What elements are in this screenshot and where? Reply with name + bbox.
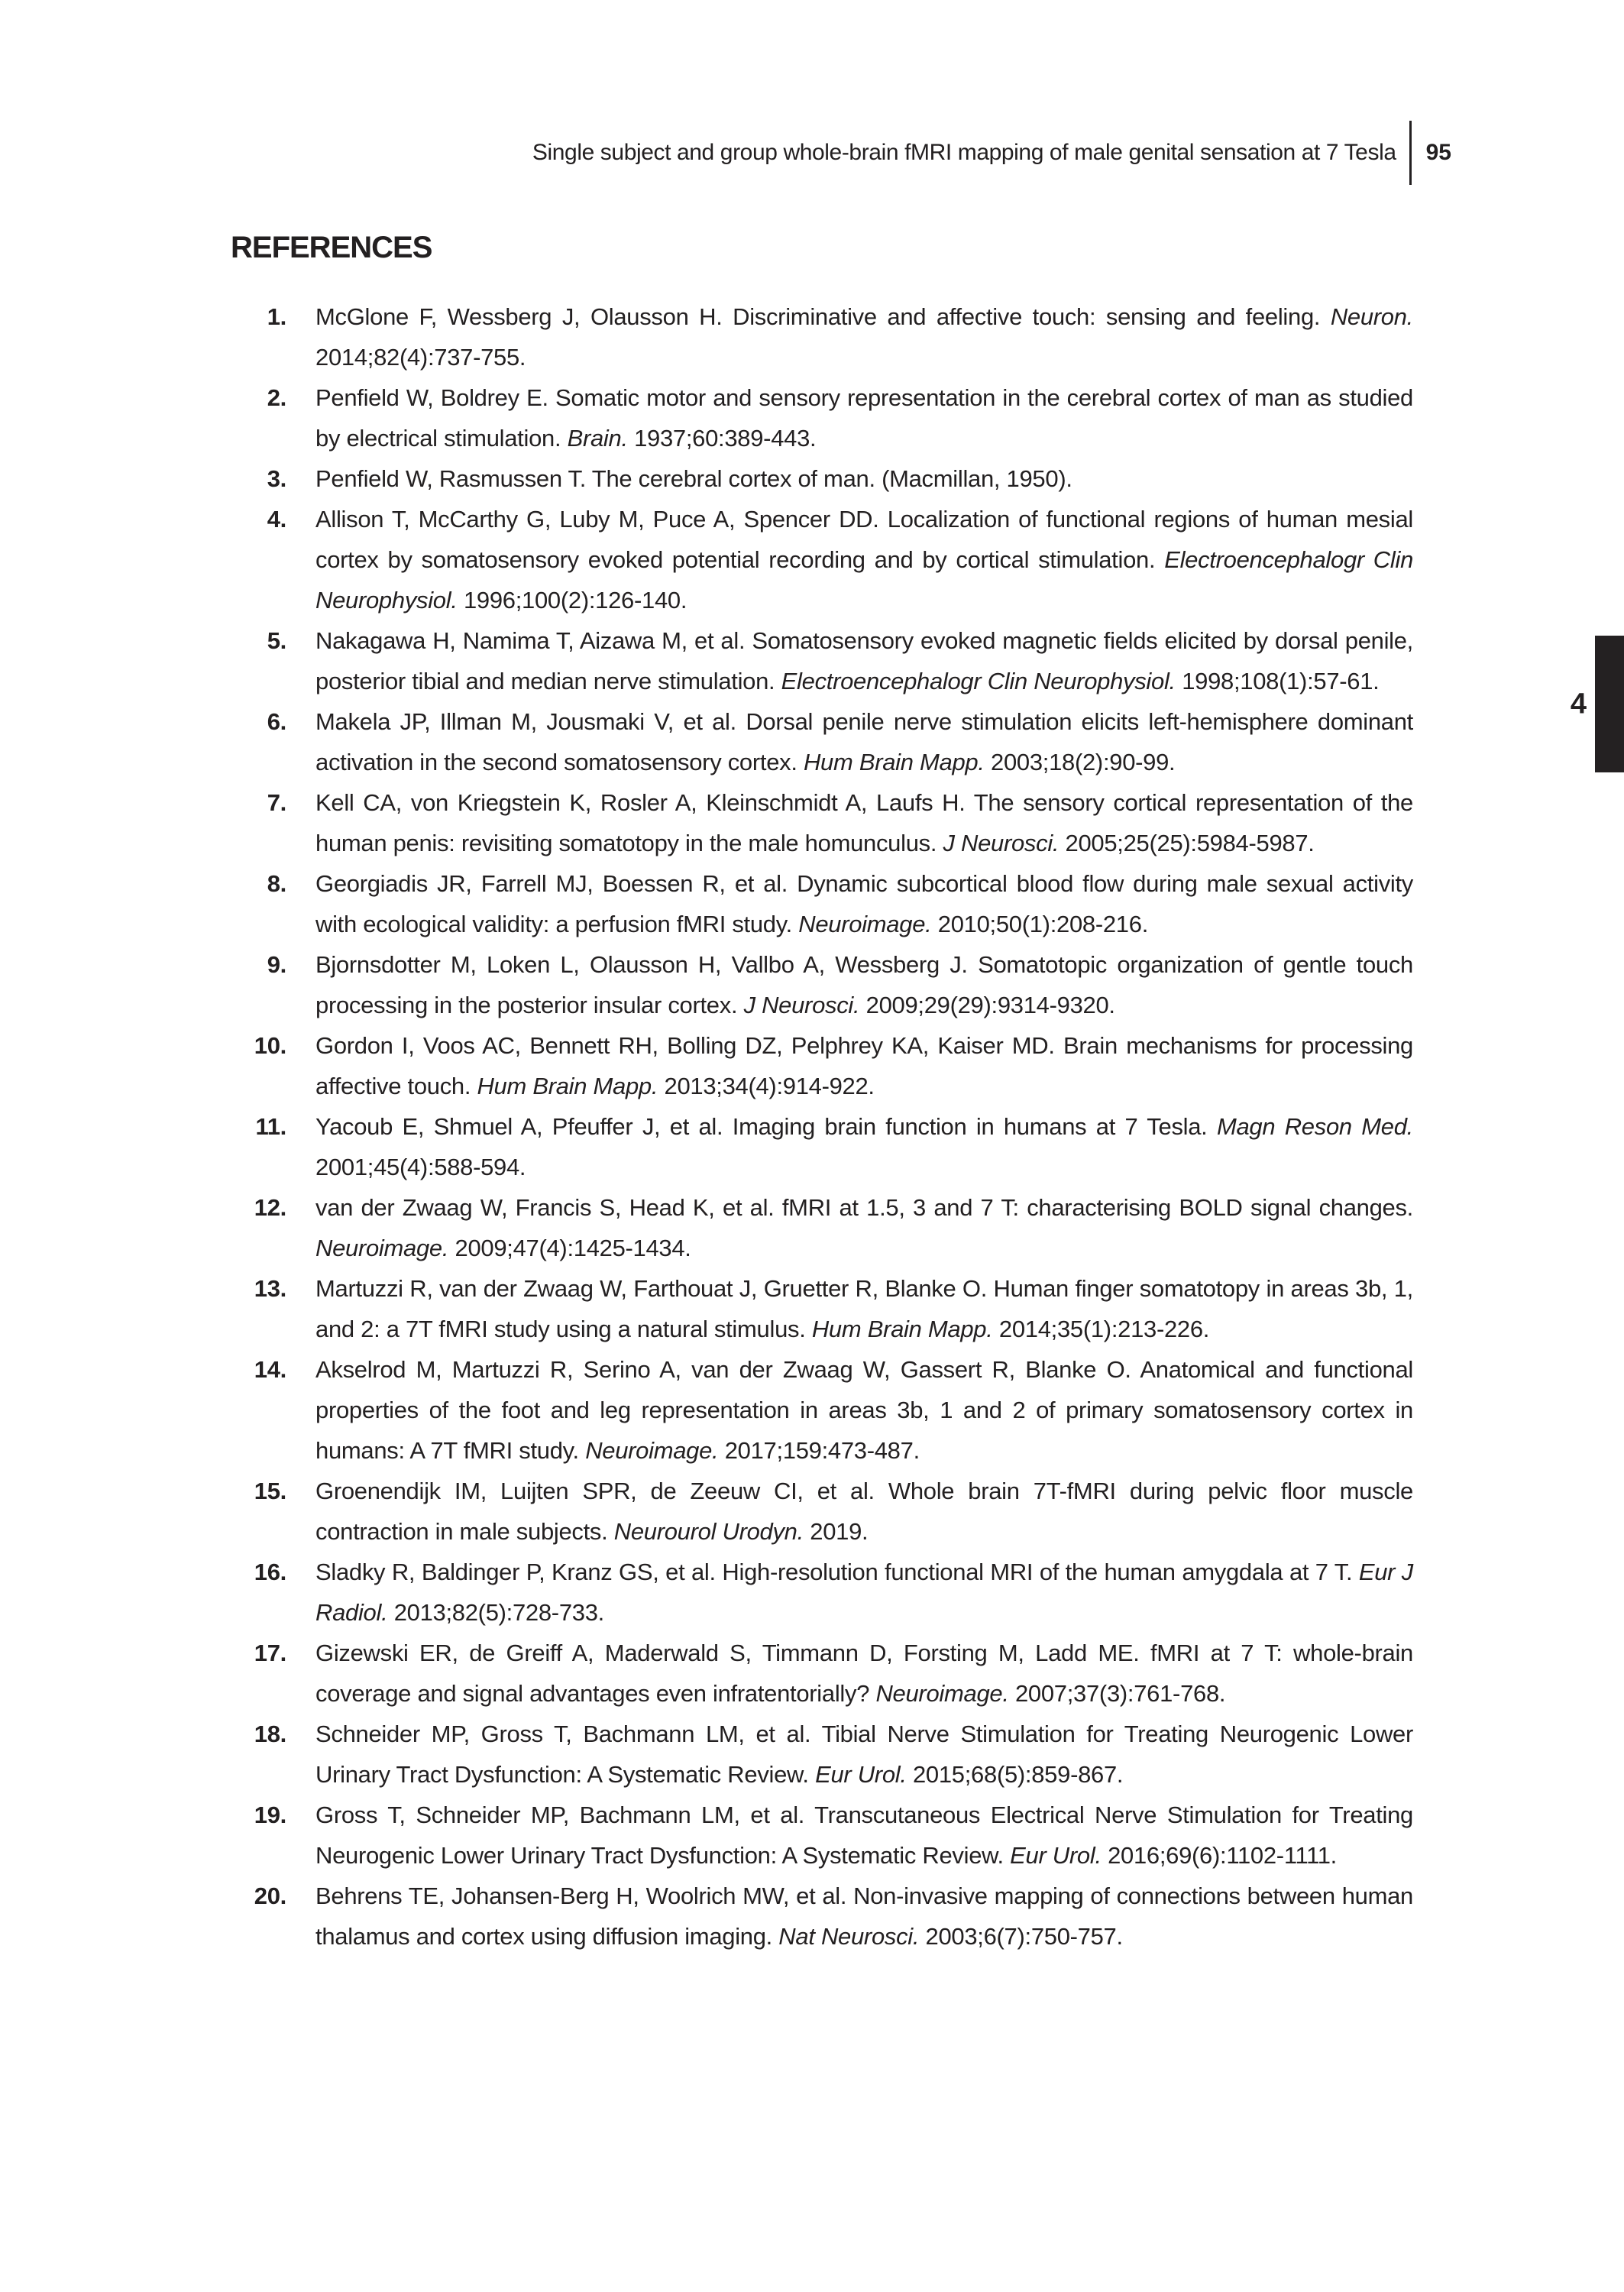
reference-item <box>231 296 1413 377</box>
page-number: 95 <box>1425 140 1451 165</box>
reference-text: Martuzzi R, van der Zwaag W, Farthouat J, Gruetter R, Blanke O. Human finger somatotopy in areas 3b, 1, and 2: a 7T fMRI study using a natural stimulus. Hum Brain Mapp. 2014;35(1):213-226. <box>315 1275 1413 1342</box>
reference-number: 1. <box>267 303 286 330</box>
header-divider-line <box>1409 121 1412 185</box>
reference-text: Behrens TE, Johansen-Berg H, Woolrich MW, et al. Non-invasive mapping of connections between human thalamus and cortex using diffusion imaging. Nat Neurosci. 2003;6(7):750-757. <box>315 1882 1413 1950</box>
reference-text: Kell CA, von Kriegstein K, Rosler A, Kleinschmidt A, Laufs H. The sensory cortical representation of the human penis: revisiting somatotopy in the male homunculus. J Neurosci. 2005;25(25):5984-5987. <box>315 789 1413 856</box>
reference-item <box>231 1795 1413 1876</box>
reference-number: 4. <box>267 506 286 533</box>
reference-item <box>231 499 1413 620</box>
reference-number: 5. <box>267 627 286 654</box>
reference-text: Penfield W, Boldrey E. Somatic motor and sensory representation in the cerebral cortex of man as studied by electrical stimulation. Brain. 1937;60:389-443. <box>315 384 1413 452</box>
reference-item <box>231 377 1413 458</box>
reference-number: 20. <box>254 1882 286 1909</box>
reference-text: Gizewski ER, de Greiff A, Maderwald S, Timmann D, Forsting M, Ladd ME. fMRI at 7 T: whole-brain coverage and signal advantages even infratentorially? Neuroimage. 2007;37(3):761-768. <box>315 1640 1413 1707</box>
section-title: REFERENCES <box>231 231 432 264</box>
reference-number: 9. <box>267 951 286 978</box>
reference-item <box>231 458 1413 499</box>
reference-number: 7. <box>267 789 286 816</box>
reference-item <box>231 1633 1413 1714</box>
reference-item <box>231 1471 1413 1552</box>
reference-item <box>231 1025 1413 1106</box>
reference-item <box>231 1349 1413 1471</box>
reference-text: Sladky R, Baldinger P, Kranz GS, et al. High-resolution functional MRI of the human amygdala at 7 T. Eur J Radiol. 2013;82(5):728-733. <box>315 1559 1413 1626</box>
running-header <box>0 121 1451 185</box>
reference-text: Yacoub E, Shmuel A, Pfeuffer J, et al. Imaging brain function in humans at 7 Tesla. Magn Reson Med. 2001;45(4):588-594. <box>315 1113 1413 1180</box>
reference-number: 11. <box>255 1113 286 1140</box>
reference-item <box>231 782 1413 863</box>
running-title: Single subject and group whole-brain fMRI mapping of male genital sensation at 7 Tesla <box>532 140 1396 165</box>
reference-text: Nakagawa H, Namima T, Aizawa M, et al. Somatosensory evoked magnetic fields elicited by dorsal penile, posterior tibial and median nerve stimulation. Electroencephalogr Clin Neurophysiol. 1998;108(1):57-61. <box>315 627 1413 694</box>
reference-number: 17. <box>254 1640 286 1666</box>
reference-number: 10. <box>254 1032 286 1059</box>
reference-number: 6. <box>267 708 286 735</box>
reference-text: Makela JP, Illman M, Jousmaki V, et al. Dorsal penile nerve stimulation elicits left-hemisphere dominant activation in the second somatosensory cortex. Hum Brain Mapp. 2003;18(2):90-99. <box>315 708 1413 775</box>
reference-item <box>231 1106 1413 1187</box>
reference-text: van der Zwaag W, Francis S, Head K, et al. fMRI at 1.5, 3 and 7 T: characterising BOLD signal changes. Neuroimage. 2009;47(4):1425-1434. <box>315 1194 1413 1261</box>
reference-text: Georgiadis JR, Farrell MJ, Boessen R, et al. Dynamic subcortical blood flow during male sexual activity with ecological validity: a perfusion fMRI study. Neuroimage. 2010;50(1):208-216. <box>315 870 1413 937</box>
reference-list <box>231 296 1413 1957</box>
reference-number: 14. <box>254 1356 286 1383</box>
reference-number: 3. <box>267 465 286 492</box>
reference-item <box>231 1187 1413 1268</box>
reference-text: Allison T, McCarthy G, Luby M, Puce A, Spencer DD. Localization of functional regions of human mesial cortex by somatosensory evoked potential recording and by cortical stimulation. Electroencephalogr Clin Neurophysiol. 1996;100(2):126-140. <box>315 506 1414 613</box>
reference-item <box>231 1876 1413 1957</box>
reference-number: 16. <box>254 1559 286 1585</box>
reference-number: 12. <box>254 1194 286 1221</box>
reference-item <box>231 620 1413 701</box>
reference-text: Akselrod M, Martuzzi R, Serino A, van der Zwaag W, Gassert R, Blanke O. Anatomical and functional properties of the foot and leg representation in areas 3b, 1 and 2 of primary somatosensory cortex in humans: A 7T fMRI study. Neuroimage. 2017;159:473-487. <box>315 1356 1413 1464</box>
reference-text: Groenendijk IM, Luijten SPR, de Zeeuw CI, et al. Whole brain 7T-fMRI during pelvic floor muscle contraction in male subjects. Neurourol Urodyn. 2019. <box>315 1478 1413 1545</box>
reference-number: 8. <box>267 870 286 897</box>
chapter-number: 4 <box>1570 688 1587 720</box>
chapter-marker <box>1525 636 1624 772</box>
reference-item <box>231 701 1413 782</box>
reference-number: 18. <box>254 1721 286 1747</box>
chapter-tab <box>1595 636 1624 772</box>
reference-item <box>231 1268 1413 1349</box>
reference-number: 19. <box>254 1802 286 1828</box>
reference-text: Bjornsdotter M, Loken L, Olausson H, Vallbo A, Wessberg J. Somatotopic organization of gentle touch processing in the posterior insular cortex. J Neurosci. 2009;29(29):9314-9320. <box>315 951 1413 1018</box>
reference-number: 13. <box>254 1275 286 1302</box>
reference-number: 15. <box>254 1478 286 1504</box>
reference-text: McGlone F, Wessberg J, Olausson H. Discriminative and affective touch: sensing and feeling. Neuron. 2014;82(4):737-755. <box>315 303 1413 371</box>
reference-number: 2. <box>267 384 286 411</box>
reference-item <box>231 863 1413 944</box>
reference-item <box>231 1714 1413 1795</box>
reference-text: Schneider MP, Gross T, Bachmann LM, et al. Tibial Nerve Stimulation for Treating Neurogenic Lower Urinary Tract Dysfunction: A Systematic Review. Eur Urol. 2015;68(5):859-867. <box>315 1721 1413 1788</box>
reference-text: Gross T, Schneider MP, Bachmann LM, et al. Transcutaneous Electrical Nerve Stimulation for Treating Neurogenic Lower Urinary Tract Dysfunction: A Systematic Review. Eur Urol. 2016;69(6):1102-1111. <box>315 1802 1413 1869</box>
reference-item <box>231 944 1413 1025</box>
reference-text: Gordon I, Voos AC, Bennett RH, Bolling DZ, Pelphrey KA, Kaiser MD. Brain mechanisms for processing affective touch. Hum Brain Mapp. 2013;34(4):914-922. <box>315 1032 1413 1099</box>
reference-item <box>231 1552 1413 1633</box>
reference-text: Penfield W, Rasmussen T. The cerebral cortex of man. (Macmillan, 1950). <box>315 465 1072 492</box>
